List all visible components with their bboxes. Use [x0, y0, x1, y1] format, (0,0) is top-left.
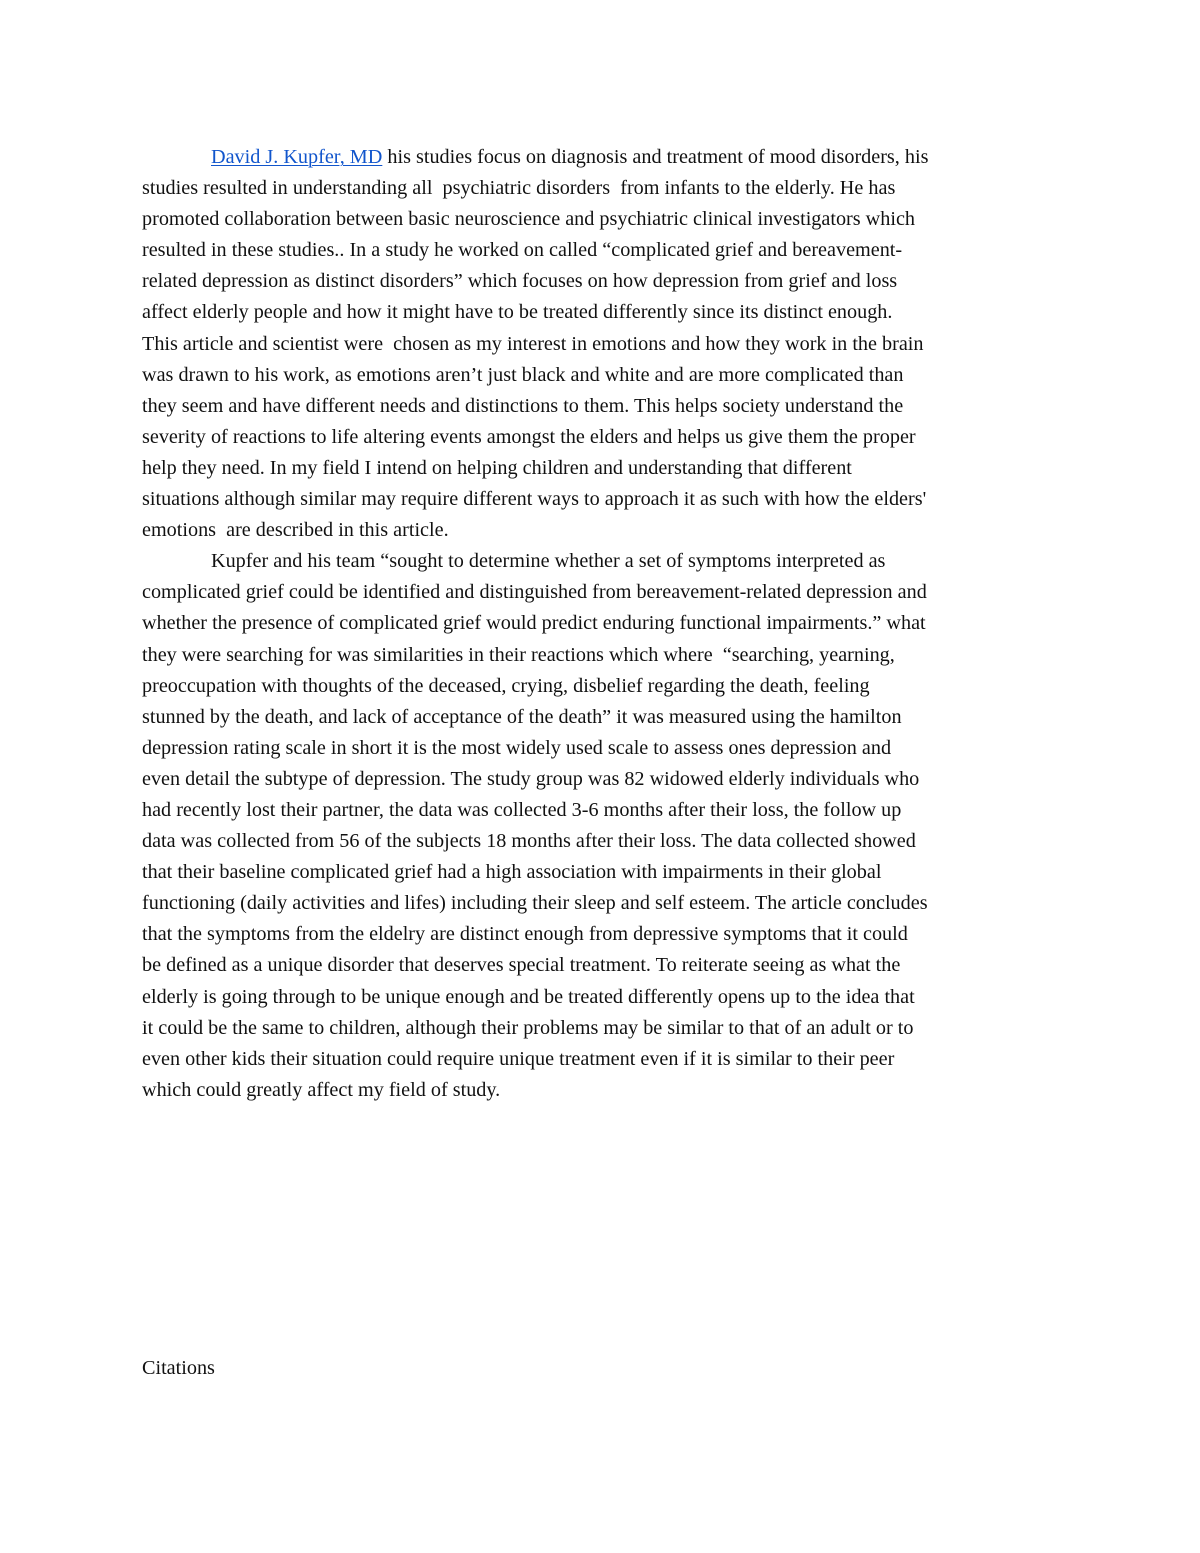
paragraph-line: elderly is going through to be unique enough and be treated differently opens up to the idea that [142, 985, 915, 1008]
paragraph-line: that their baseline complicated grief had a high association with impairments in their global [142, 861, 882, 884]
paragraph-line: studies resulted in understanding all psychiatric disorders from infants to the elderly. He has [142, 177, 896, 200]
paragraph-line: which could greatly affect my field of study. [142, 1078, 501, 1101]
paragraph-line: even detail the subtype of depression. The study group was 82 widowed elderly individuals who [142, 767, 920, 790]
paragraph-line: Kupfer and his team “sought to determine whether a set of symptoms interpreted as [211, 550, 886, 573]
paragraph-line: severity of reactions to life altering events amongst the elders and helps us give them the proper [142, 425, 916, 448]
paragraph-line: emotions are described in this article. [142, 519, 449, 542]
paragraph-line: even other kids their situation could require unique treatment even if it is similar to their peer [142, 1047, 895, 1070]
paragraph-line: preoccupation with thoughts of the deceased, crying, disbelief regarding the death, feeling [142, 674, 870, 697]
paragraph-line: stunned by the death, and lack of acceptance of the death” it was measured using the hamilton [142, 705, 902, 728]
paragraph-2 [142, 546, 1062, 1106]
paragraph-line: they seem and have different needs and distinctions to them. This helps society understand the [142, 394, 904, 417]
paragraph-line: This article and scientist were chosen as my interest in emotions and how they work in the brain [142, 332, 924, 355]
paragraph-line: complicated grief could be identified and distinguished from bereavement-related depression and [142, 581, 927, 604]
paragraph-line [142, 142, 1062, 173]
document-body [142, 142, 1062, 1106]
paragraph-line: resulted in these studies.. In a study he worked on called “complicated grief and bereavement- [142, 239, 903, 262]
paragraph-line: affect elderly people and how it might have to be treated differently since its distinct enough. [142, 301, 893, 324]
paragraph-line: be defined as a unique disorder that deserves special treatment. To reiterate seeing as what the [142, 954, 901, 977]
paragraph-line: promoted collaboration between basic neuroscience and psychiatric clinical investigators which [142, 208, 916, 231]
paragraph-line: they were searching for was similarities in their reactions which where “searching, yearning, [142, 643, 895, 666]
paragraph-line: it could be the same to children, although their problems may be similar to that of an adult or to [142, 1016, 914, 1039]
paragraph-line: whether the presence of complicated grief would predict enduring functional impairments.” what [142, 612, 926, 635]
paragraph-line: data was collected from 56 of the subjects 18 months after their loss. The data collected showed [142, 830, 916, 853]
paragraph-line: functioning (daily activities and lifes) including their sleep and self esteem. The article concludes [142, 892, 928, 915]
paragraph-line: had recently lost their partner, the data was collected 3-6 months after their loss, the follow up [142, 798, 902, 821]
paragraph-line: help they need. In my field I intend on helping children and understanding that different [142, 456, 852, 479]
paragraph-line: situations although similar may require different ways to approach it as such with how the elders' [142, 488, 927, 511]
paragraph-line: related depression as distinct disorders” which focuses on how depression from grief and loss [142, 270, 898, 293]
paragraph-line: was drawn to his work, as emotions aren’t just black and white and are more complicated than [142, 363, 904, 386]
citations-heading: Citations [142, 1357, 215, 1379]
paragraph-line: that the symptoms from the eldelry are distinct enough from depressive symptoms that it could [142, 923, 908, 946]
paragraph-line-text: his studies focus on diagnosis and treatment of mood disorders, his [382, 146, 929, 168]
author-link[interactable]: David J. Kupfer, MD [211, 146, 383, 168]
paragraph-line: depression rating scale in short it is the most widely used scale to assess ones depression and [142, 736, 892, 759]
paragraph-1 [142, 142, 1062, 546]
